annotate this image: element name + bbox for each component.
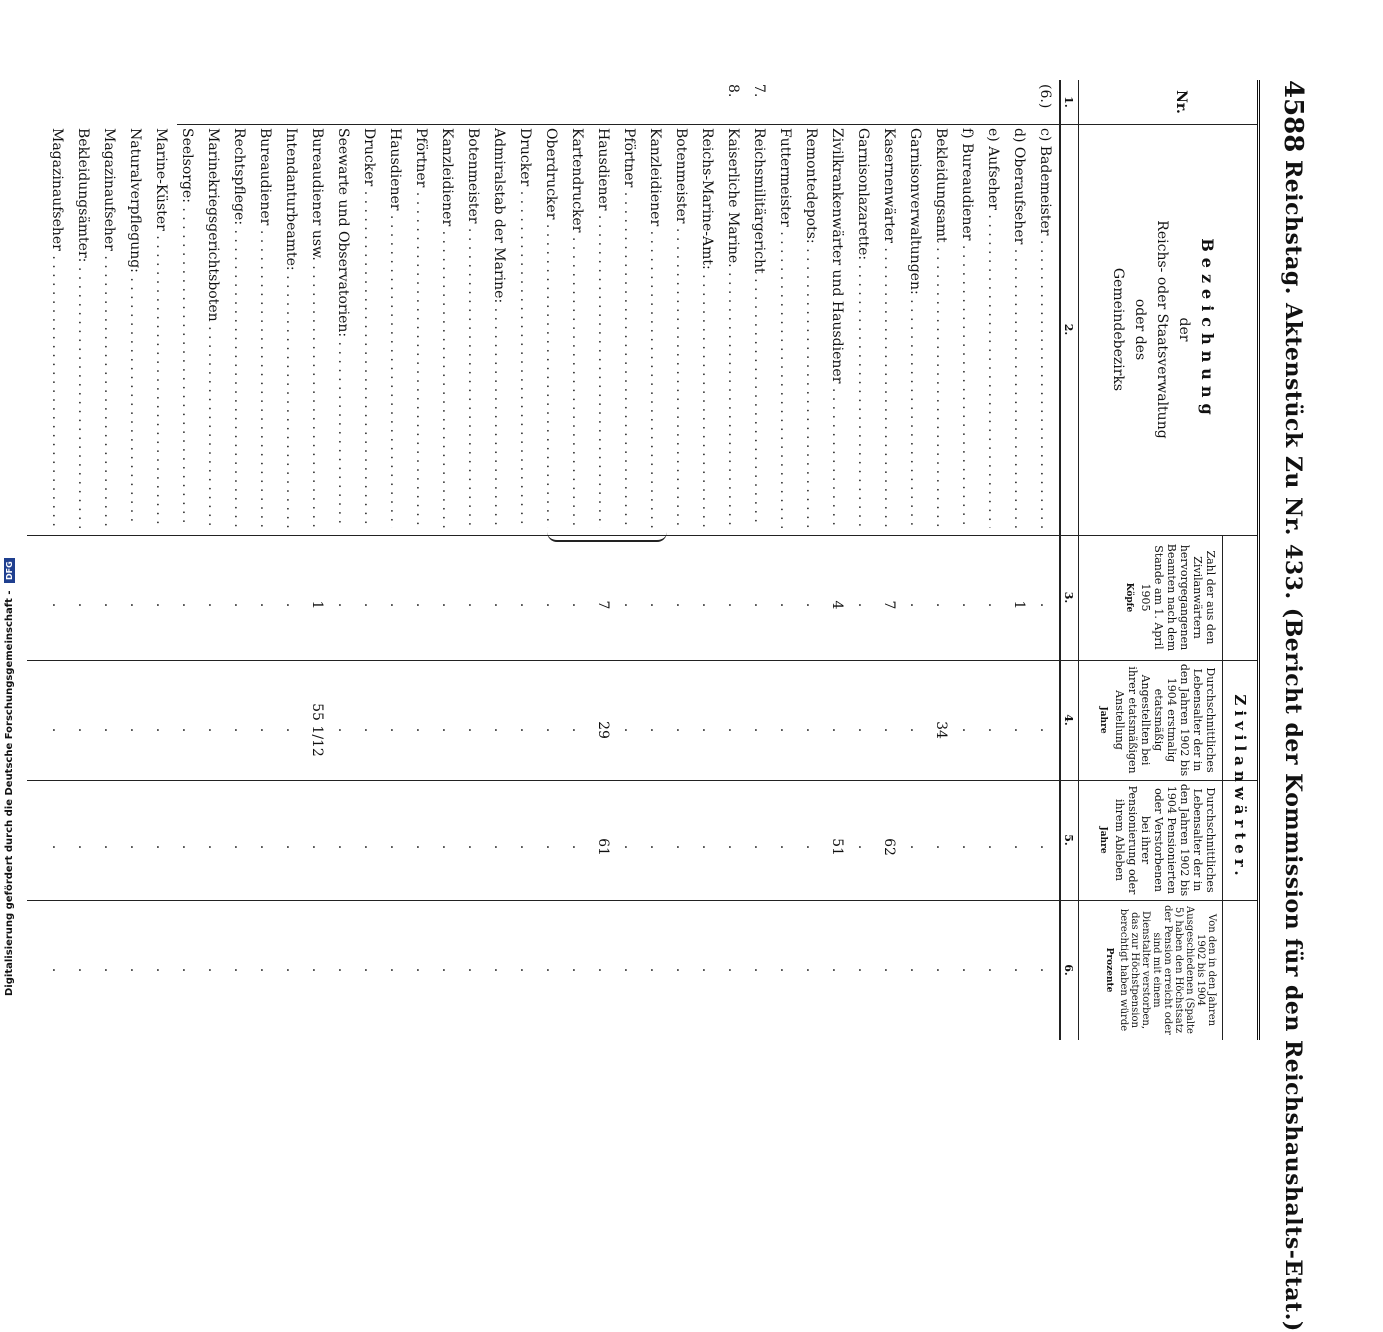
cell-age-retired — [1011, 792, 1027, 902]
row-label: Hausdiener . . . — [595, 128, 611, 528]
table-row — [977, 80, 1001, 1040]
cell-age-hired — [647, 675, 663, 785]
table-row — [197, 80, 221, 1040]
row-label: Bekleidungsämter: . . . — [75, 128, 91, 528]
row-label: f) Bureaudiener . . . — [959, 128, 975, 528]
col-head-6 — [1103, 903, 1217, 1037]
cell-count — [179, 550, 195, 660]
table-row — [41, 80, 65, 1040]
row-number: (6.) — [1037, 84, 1053, 109]
cell-count: 7 — [881, 600, 897, 610]
row-label: Reichs-Marine-Amt: . . . — [699, 128, 715, 528]
digitization-note-text: Digitalisierung gefördert durch die Deutsche Forschungsgemeinschaft - — [4, 590, 15, 996]
table-row — [405, 80, 429, 1040]
row-label: Bekleidungsamt . . . — [933, 128, 949, 528]
row-label: Hausdiener . . . — [387, 128, 403, 528]
cell-count: 1 — [1011, 600, 1027, 610]
cell-count — [335, 550, 351, 660]
cell-count: 7 — [595, 600, 611, 610]
cell-age-retired — [491, 792, 507, 902]
cell-age-retired — [959, 792, 975, 902]
cell-percent — [881, 915, 897, 1025]
cell-percent — [985, 915, 1001, 1025]
cell-percent — [439, 915, 455, 1025]
cell-percent — [465, 915, 481, 1025]
cell-count — [75, 550, 91, 660]
cell-count — [569, 550, 585, 660]
cell-age-retired — [751, 792, 767, 902]
row-label: d) Oberaufseher . . . — [1011, 128, 1027, 528]
cell-age-retired — [777, 792, 793, 902]
cell-age-hired — [491, 675, 507, 785]
cell-percent — [907, 915, 923, 1025]
row-label: Pförtner . . . — [413, 128, 429, 528]
row-number: 7. — [751, 84, 767, 98]
cell-count — [751, 550, 767, 660]
col-head-4 — [1096, 663, 1217, 777]
row-label: Botenmeister . . . — [673, 128, 689, 528]
col-num: 5. — [1062, 834, 1075, 846]
table-row — [561, 80, 585, 1040]
statistics-table — [27, 80, 1260, 1040]
cell-percent — [855, 915, 871, 1025]
cell-count — [699, 550, 715, 660]
cell-count — [127, 550, 143, 660]
cell-count — [673, 550, 689, 660]
cell-age-retired — [257, 792, 273, 902]
table-row — [743, 80, 767, 1040]
cell-count — [725, 550, 741, 660]
cell-age-hired — [881, 675, 897, 785]
cell-age-retired — [75, 792, 91, 902]
col-num: 6. — [1062, 964, 1075, 976]
row-label: Marine-Küster . . . — [153, 128, 169, 528]
cell-age-retired — [803, 792, 819, 902]
cell-percent — [205, 915, 221, 1025]
row-label: Kartendrucker . . . — [569, 128, 585, 528]
row-label: Botenmeister . . . — [465, 128, 481, 528]
cell-count — [231, 550, 247, 660]
col-head-2-line: Reichs- oder Staatsverwaltung — [1154, 220, 1170, 439]
group-title: Zivilanwärter. — [1231, 694, 1249, 881]
cell-age-retired — [283, 792, 299, 902]
row-label: Remontedepots: . . . — [803, 128, 819, 528]
cell-count — [647, 550, 663, 660]
cell-age-hired — [699, 675, 715, 785]
cell-age-hired — [361, 675, 377, 785]
cell-count — [101, 550, 117, 660]
cell-age-retired: 51 — [829, 838, 845, 856]
cell-age-hired — [283, 675, 299, 785]
table-row — [899, 80, 923, 1040]
cell-age-hired — [907, 675, 923, 785]
col-head-6-unit: Prozente — [1104, 947, 1114, 993]
col-head-2-title: Bezeichnung — [1198, 238, 1217, 421]
dfg-logo: DFG — [4, 558, 15, 583]
cell-age-retired — [699, 792, 715, 902]
cell-count: 1 — [309, 600, 325, 610]
cell-age-retired — [1037, 792, 1053, 902]
cell-count — [439, 550, 455, 660]
cell-age-hired — [673, 675, 689, 785]
table-row — [639, 80, 663, 1040]
col-head-2-line: der — [1176, 317, 1192, 342]
cell-count — [49, 550, 65, 660]
cell-percent — [829, 915, 845, 1025]
table-row — [769, 80, 793, 1040]
table-row — [821, 80, 845, 1040]
table-row — [249, 80, 273, 1040]
col-head-5-label: Durchschnittliches Lebensalter der in den Jahren 1902 bis 1904 Pensionierten oder Verstorbenen bei ihrer Pensionierung oder ihrem Ableben — [1113, 783, 1217, 897]
cell-percent — [959, 915, 975, 1025]
cell-age-hired — [335, 675, 351, 785]
page-footer — [1310, 60, 1330, 1060]
cell-count — [543, 550, 559, 660]
cell-age-retired — [465, 792, 481, 902]
col-head-5-unit: Jahre — [1098, 826, 1108, 854]
cell-count — [205, 550, 221, 660]
cell-age-hired: 29 — [595, 721, 611, 739]
table-row — [509, 80, 533, 1040]
row-label: Garnisonverwaltungen: . . . — [907, 128, 923, 528]
table-row — [67, 80, 91, 1040]
table-row — [327, 80, 351, 1040]
cell-age-hired — [985, 675, 1001, 785]
cell-age-hired — [959, 675, 975, 785]
cell-age-hired: 34 — [933, 721, 949, 739]
table-row — [483, 80, 507, 1040]
col-num: 2. — [1062, 323, 1075, 336]
cell-percent — [725, 915, 741, 1025]
table-row — [717, 80, 741, 1040]
cell-age-hired — [179, 675, 195, 785]
cell-count — [1037, 550, 1053, 660]
cell-age-hired: 55 1/12 — [309, 703, 325, 757]
cell-percent — [413, 915, 429, 1025]
cell-age-retired — [153, 792, 169, 902]
cell-count — [621, 550, 637, 660]
col-head-2-line: oder des — [1132, 298, 1148, 361]
cell-age-retired — [335, 792, 351, 902]
cell-count — [257, 550, 273, 660]
col-head-3-label: Zahl der aus den Zivilanwärtern hervorgegangenen Beamten nach dem Stande am 1. April 1905 — [1139, 543, 1217, 652]
cell-age-hired — [231, 675, 247, 785]
cell-percent — [491, 915, 507, 1025]
cell-age-hired — [855, 675, 871, 785]
cell-percent — [543, 915, 559, 1025]
cell-count — [491, 550, 507, 660]
row-label: Seelsorge: . . . — [179, 128, 195, 528]
table-row — [613, 80, 637, 1040]
row-label: Oberdrucker . . . — [543, 128, 559, 528]
row-label: Zivilkrankenwärter und Hausdiener . . . — [829, 128, 845, 528]
table-row — [119, 80, 143, 1040]
cell-count — [465, 550, 481, 660]
table-row — [691, 80, 715, 1040]
cell-age-retired — [361, 792, 377, 902]
row-label: e) Aufseher . . . — [985, 128, 1001, 528]
cell-age-retired — [985, 792, 1001, 902]
cell-age-hired — [751, 675, 767, 785]
cell-age-hired — [49, 675, 65, 785]
table-row — [925, 80, 949, 1040]
col-head-4-label: Durchschnittliches Lebensalter der in den Jahren 1902 bis 1904 erstmalig etatsmäßig Angestellten bei ihrer etatsmäßigen Anstellung — [1113, 663, 1217, 777]
cell-age-hired — [517, 675, 533, 785]
cell-age-retired — [309, 792, 325, 902]
document-page — [30, 60, 1330, 1332]
row-label: Seewarte und Observatorien: . . . — [335, 128, 351, 528]
running-title: Reichstag. Aktenstück Zu Nr. 433. (Bericht der Kommission für den Reichshaushalts-Etat.) — [1280, 160, 1306, 1332]
table-row — [379, 80, 403, 1040]
cell-age-retired — [439, 792, 455, 902]
cell-percent — [335, 915, 351, 1025]
cell-age-hired — [465, 675, 481, 785]
col-head-1: Nr. — [1173, 90, 1189, 114]
cell-count: 4 — [829, 600, 845, 610]
cell-age-hired — [725, 675, 741, 785]
cell-percent — [231, 915, 247, 1025]
col-num: 1. — [1062, 96, 1075, 108]
table-row — [1003, 80, 1027, 1040]
cell-percent — [49, 915, 65, 1025]
table-row — [301, 80, 325, 1040]
cell-age-retired — [569, 792, 585, 902]
cell-count — [855, 550, 871, 660]
row-label: Reichsmilitärgericht . . . — [751, 128, 767, 528]
cell-age-hired — [75, 675, 91, 785]
cell-age-hired — [569, 675, 585, 785]
col-head-2-line: Gemeindebezirks — [1110, 267, 1126, 392]
row-label: Kanzleidiener . . . — [647, 128, 663, 528]
row-label: Kaiserliche Marine. . . . — [725, 128, 741, 528]
cell-age-hired — [1011, 675, 1027, 785]
cell-age-hired — [101, 675, 117, 785]
table-row — [171, 80, 195, 1040]
cell-age-retired — [231, 792, 247, 902]
cell-age-retired — [907, 792, 923, 902]
cell-age-retired — [413, 792, 429, 902]
cell-percent — [387, 915, 403, 1025]
col-head-3 — [1122, 540, 1217, 655]
table-row — [275, 80, 299, 1040]
row-label: c) Bademeister . . . — [1037, 128, 1053, 528]
row-label: Bureaudiener . . . — [257, 128, 273, 528]
cell-percent — [517, 915, 533, 1025]
cell-percent — [75, 915, 91, 1025]
cell-age-hired — [127, 675, 143, 785]
cell-age-retired — [49, 792, 65, 902]
row-label: Futtermeister . . . — [777, 128, 793, 528]
cell-percent — [309, 915, 325, 1025]
table-row — [665, 80, 689, 1040]
cell-percent — [647, 915, 663, 1025]
cell-age-retired — [179, 792, 195, 902]
cell-count — [413, 550, 429, 660]
cell-age-retired — [673, 792, 689, 902]
col-head-6-label: Von den in den Jahren 1902 bis 1904 Ausgeschiedenen (Spalte 5) haben den Höchstsatz der Pension erreicht oder sind mit einem Dienstalter verstorben, das zur Höchstpension berechtigt haben würde — [1118, 905, 1217, 1035]
cell-percent — [673, 915, 689, 1025]
row-label: Pförtner . . . — [621, 128, 637, 528]
group-rule — [1222, 535, 1223, 1040]
col-head-3-unit: Köpfe — [1124, 582, 1134, 613]
cell-count — [803, 550, 819, 660]
cell-age-hired — [803, 675, 819, 785]
row-label: Rechtspflege: . . . — [231, 128, 247, 528]
table-row — [587, 80, 611, 1040]
cell-age-retired — [543, 792, 559, 902]
cell-percent — [933, 915, 949, 1025]
cell-age-hired — [621, 675, 637, 785]
cell-percent — [101, 915, 117, 1025]
cell-count — [985, 550, 1001, 660]
table-row — [431, 80, 455, 1040]
page-header — [1270, 80, 1310, 1332]
cell-count — [153, 550, 169, 660]
row-label: Kasernenwärter . . . — [881, 128, 897, 528]
table-row — [457, 80, 481, 1040]
cell-age-hired — [387, 675, 403, 785]
row-label: Marinekriegsgerichtsboten . . . — [205, 128, 221, 528]
row-number: 8. — [725, 84, 741, 98]
cell-age-retired — [855, 792, 871, 902]
cell-percent — [1037, 915, 1053, 1025]
cell-age-retired — [205, 792, 221, 902]
cell-age-hired — [153, 675, 169, 785]
cell-age-retired — [101, 792, 117, 902]
cell-count — [907, 550, 923, 660]
cell-percent — [595, 915, 611, 1025]
table-row — [353, 80, 377, 1040]
head-rule — [1078, 80, 1079, 1040]
cell-age-retired — [387, 792, 403, 902]
cell-percent — [361, 915, 377, 1025]
cell-percent — [803, 915, 819, 1025]
cell-age-hired — [413, 675, 429, 785]
bracket — [547, 532, 667, 542]
cell-percent — [569, 915, 585, 1025]
page-number: 4588 — [1278, 80, 1308, 153]
row-label: Kanzleidiener . . . — [439, 128, 455, 528]
cell-percent — [283, 915, 299, 1025]
col-head-4-unit: Jahre — [1098, 706, 1108, 734]
table-row — [145, 80, 169, 1040]
cell-percent — [621, 915, 637, 1025]
row-label: Drucker . . . — [361, 128, 377, 528]
cell-count — [387, 550, 403, 660]
cell-age-hired — [777, 675, 793, 785]
table-row — [847, 80, 871, 1040]
table-row — [1029, 80, 1053, 1040]
cell-percent — [153, 915, 169, 1025]
cell-age-hired — [205, 675, 221, 785]
row-label: Intendanturbeamte: . . . — [283, 128, 299, 528]
table-row — [93, 80, 117, 1040]
table-row — [873, 80, 897, 1040]
cell-percent — [1011, 915, 1027, 1025]
cell-percent — [699, 915, 715, 1025]
row-label: Magazinaufseher . . . — [101, 128, 117, 528]
cell-count — [283, 550, 299, 660]
cell-age-retired — [933, 792, 949, 902]
table-row — [535, 80, 559, 1040]
cell-age-hired — [1037, 675, 1053, 785]
row-label: Naturalverpflegung: . . . — [127, 128, 143, 528]
cell-count — [959, 550, 975, 660]
cell-age-hired — [257, 675, 273, 785]
cell-age-hired — [829, 675, 845, 785]
row-label: Drucker . . . — [517, 128, 533, 528]
cell-count — [933, 550, 949, 660]
table-row — [951, 80, 975, 1040]
table-row — [223, 80, 247, 1040]
cell-percent — [751, 915, 767, 1025]
row-label: Admiralstab der Marine: . . . — [491, 128, 507, 528]
col-num: 4. — [1062, 714, 1075, 726]
cell-age-retired: 61 — [595, 838, 611, 856]
cell-percent — [257, 915, 273, 1025]
cell-count — [777, 550, 793, 660]
col-head-5 — [1096, 783, 1217, 897]
col-head-2 — [1110, 124, 1217, 535]
col-num: 3. — [1062, 591, 1075, 604]
cell-percent — [127, 915, 143, 1025]
head-rule — [1059, 80, 1061, 1040]
cell-age-retired — [647, 792, 663, 902]
cell-percent — [777, 915, 793, 1025]
table-row — [795, 80, 819, 1040]
cell-count — [517, 550, 533, 660]
digitization-note — [4, 558, 15, 996]
cell-count — [361, 550, 377, 660]
cell-age-retired — [127, 792, 143, 902]
row-label: Bureaudiener usw. . . . — [309, 128, 325, 528]
cell-age-retired — [517, 792, 533, 902]
cell-age-hired — [439, 675, 455, 785]
cell-age-retired — [725, 792, 741, 902]
row-label: Garnisonlazarette: . . . — [855, 128, 871, 528]
cell-age-retired: 62 — [881, 838, 897, 856]
cell-age-hired — [543, 675, 559, 785]
cell-percent — [179, 915, 195, 1025]
row-label: Magazinaufseher . . . — [49, 128, 65, 528]
cell-age-retired — [621, 792, 637, 902]
